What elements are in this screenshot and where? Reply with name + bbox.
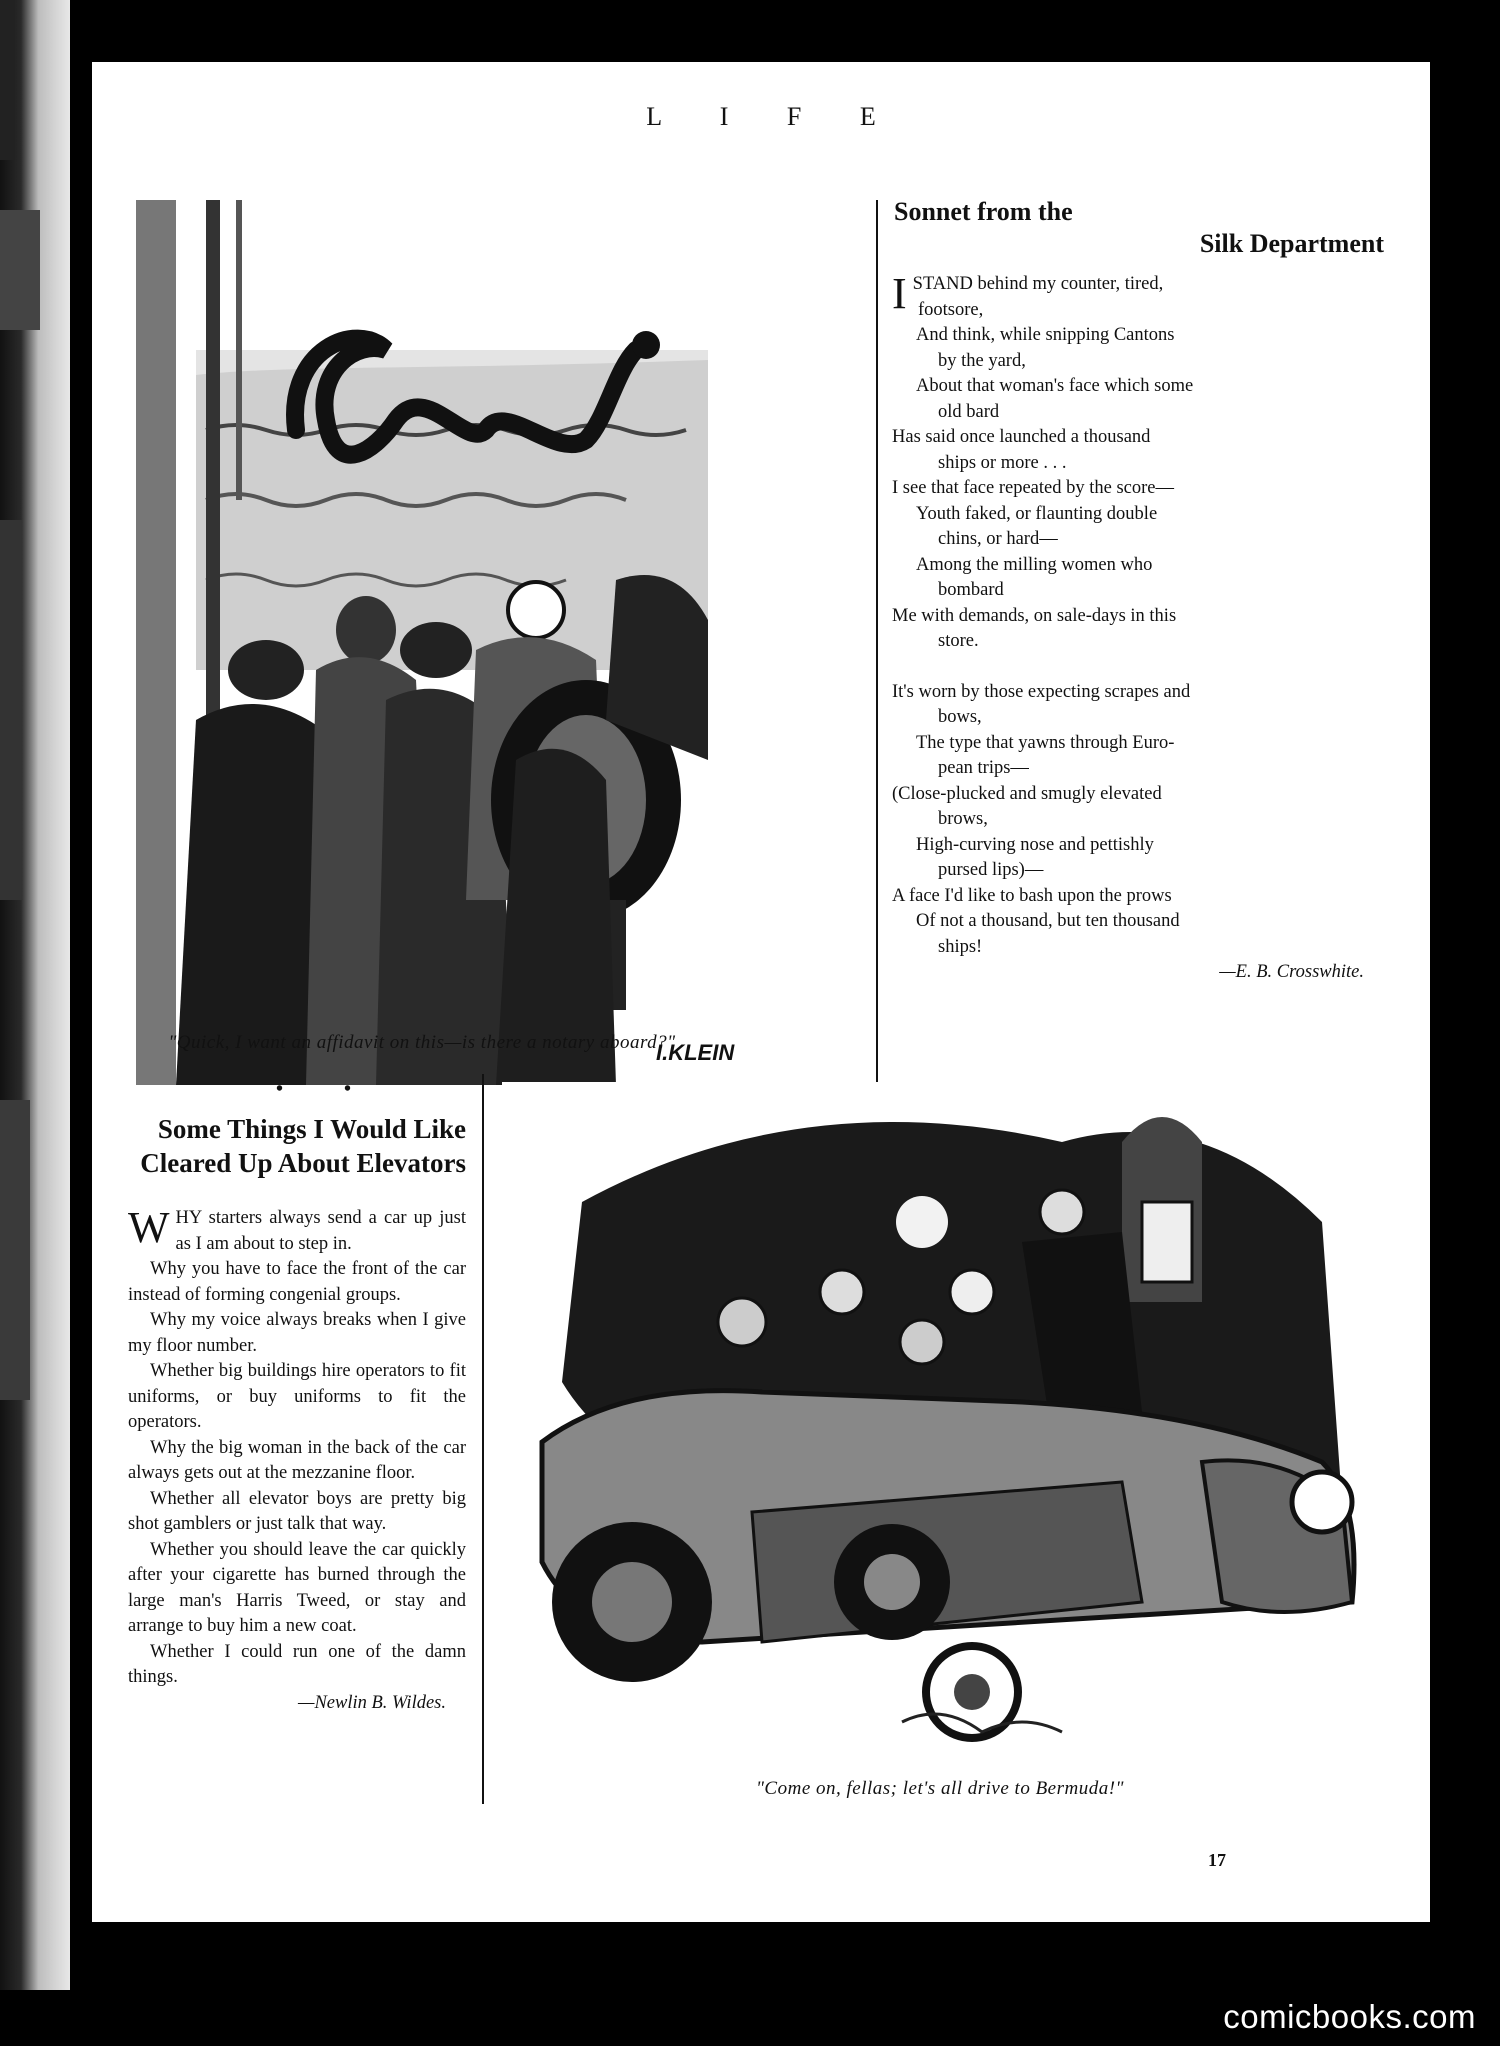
article-title-line1: Some Things I Would Like	[157, 1114, 466, 1144]
poem-line: bombard	[938, 580, 1004, 600]
poem-line: footsore,	[918, 299, 984, 320]
poem-line: Me with demands, on sale-days in this	[892, 605, 1177, 626]
poem-line: Among the milling women who	[916, 554, 1153, 575]
poem-line: Youth faked, or flaunting double	[916, 503, 1158, 524]
article-title-line2: Cleared Up About Elevators	[140, 1148, 466, 1178]
article-paragraph: Whether big buildings hire operators to fit uniforms, or buy uniforms to fit the operators.	[128, 1361, 466, 1432]
poem-line: A face I'd like to bash upon the prows	[892, 885, 1172, 906]
article-dropcap: W	[128, 1203, 170, 1252]
poem-dropcap: I	[892, 269, 907, 318]
poem-line: It's worn by those expecting scrapes and	[892, 681, 1191, 702]
poem-title-line2: Silk Department	[1199, 229, 1384, 258]
poem-line: (Close-plucked and smugly elevated	[892, 783, 1162, 804]
poem-line: Has said once launched a thousand	[892, 427, 1151, 447]
sea-serpent-cartoon	[136, 200, 735, 1085]
article-title	[112, 1112, 466, 1180]
poem-body	[892, 269, 1384, 986]
top-cartoon-caption: "Quick, I want an affidavit on this—is there a notary aboard?"	[168, 1032, 676, 1053]
poem-line: Of not a thousand, but ten thousand	[916, 911, 1180, 931]
magazine-page	[92, 62, 1430, 1922]
article-paragraph: Why the big woman in the back of the car always gets out at the mezzanine floor.	[128, 1437, 466, 1483]
running-head: L I F E	[646, 102, 902, 131]
article-paragraph: Why you have to face the front of the car instead of forming congenial groups.	[128, 1259, 466, 1305]
facing-page-edge	[0, 0, 70, 1990]
poem-title	[894, 196, 1384, 260]
poem-line: ships or more . . .	[938, 452, 1067, 473]
top-cartoon-signature: I.KLEIN	[656, 1040, 735, 1065]
poem-line: STAND behind my counter, tired,	[912, 274, 1164, 294]
poem-title-line1: Sonnet from the	[894, 197, 1073, 226]
article-paragraph: Whether I could run one of the damn things.	[128, 1641, 466, 1687]
car-cartoon	[502, 1082, 1378, 1762]
bottom-cartoon-caption: "Come on, fellas; let's all drive to Bermuda!"	[755, 1778, 1125, 1799]
poem-line: old bard	[938, 401, 1000, 422]
poem-line: I see that face repeated by the score—	[892, 478, 1174, 498]
article-paragraph: Whether you should leave the car quickly after your cigarette has burned through the large man's Harris Tweed, or stay and arrange to buy him a new coat.	[128, 1539, 466, 1636]
column-rule-top	[876, 200, 878, 1098]
poem-line: pean trips—	[938, 758, 1029, 778]
poem-line: chins, or hard—	[938, 529, 1058, 549]
section-separator: • •	[276, 1078, 380, 1100]
poem-line: pursed lips)—	[938, 860, 1044, 880]
poem-line: About that woman's face which some	[916, 376, 1194, 396]
column-rule-bottom	[482, 1074, 484, 1804]
article-paragraph: HY starters always send a car up just as I am about to step in.	[175, 1208, 466, 1254]
poem-line: bows,	[938, 707, 982, 727]
poem-line: High-curving nose and pettishly	[916, 834, 1154, 855]
poem-line: by the yard,	[938, 350, 1026, 371]
article-byline: —Newlin B. Wildes.	[298, 1692, 446, 1713]
poem-line: brows,	[938, 809, 988, 829]
page-number: 17	[1208, 1850, 1226, 1870]
poem-line: And think, while snipping Cantons	[916, 325, 1175, 345]
poem-byline: —E. B. Crosswhite.	[1219, 962, 1364, 982]
article-paragraph: Why my voice always breaks when I give my floor number.	[128, 1310, 466, 1356]
article-body	[128, 1203, 466, 1716]
poem-line: store.	[938, 631, 979, 651]
article-paragraph: Whether all elevator boys are pretty big shot gamblers or just talk that way.	[128, 1488, 466, 1534]
watermark-credit: comicbooks.com	[1223, 1998, 1476, 2035]
poem-line: ships!	[938, 936, 983, 957]
poem-line: The type that yawns through Euro-	[916, 732, 1175, 753]
